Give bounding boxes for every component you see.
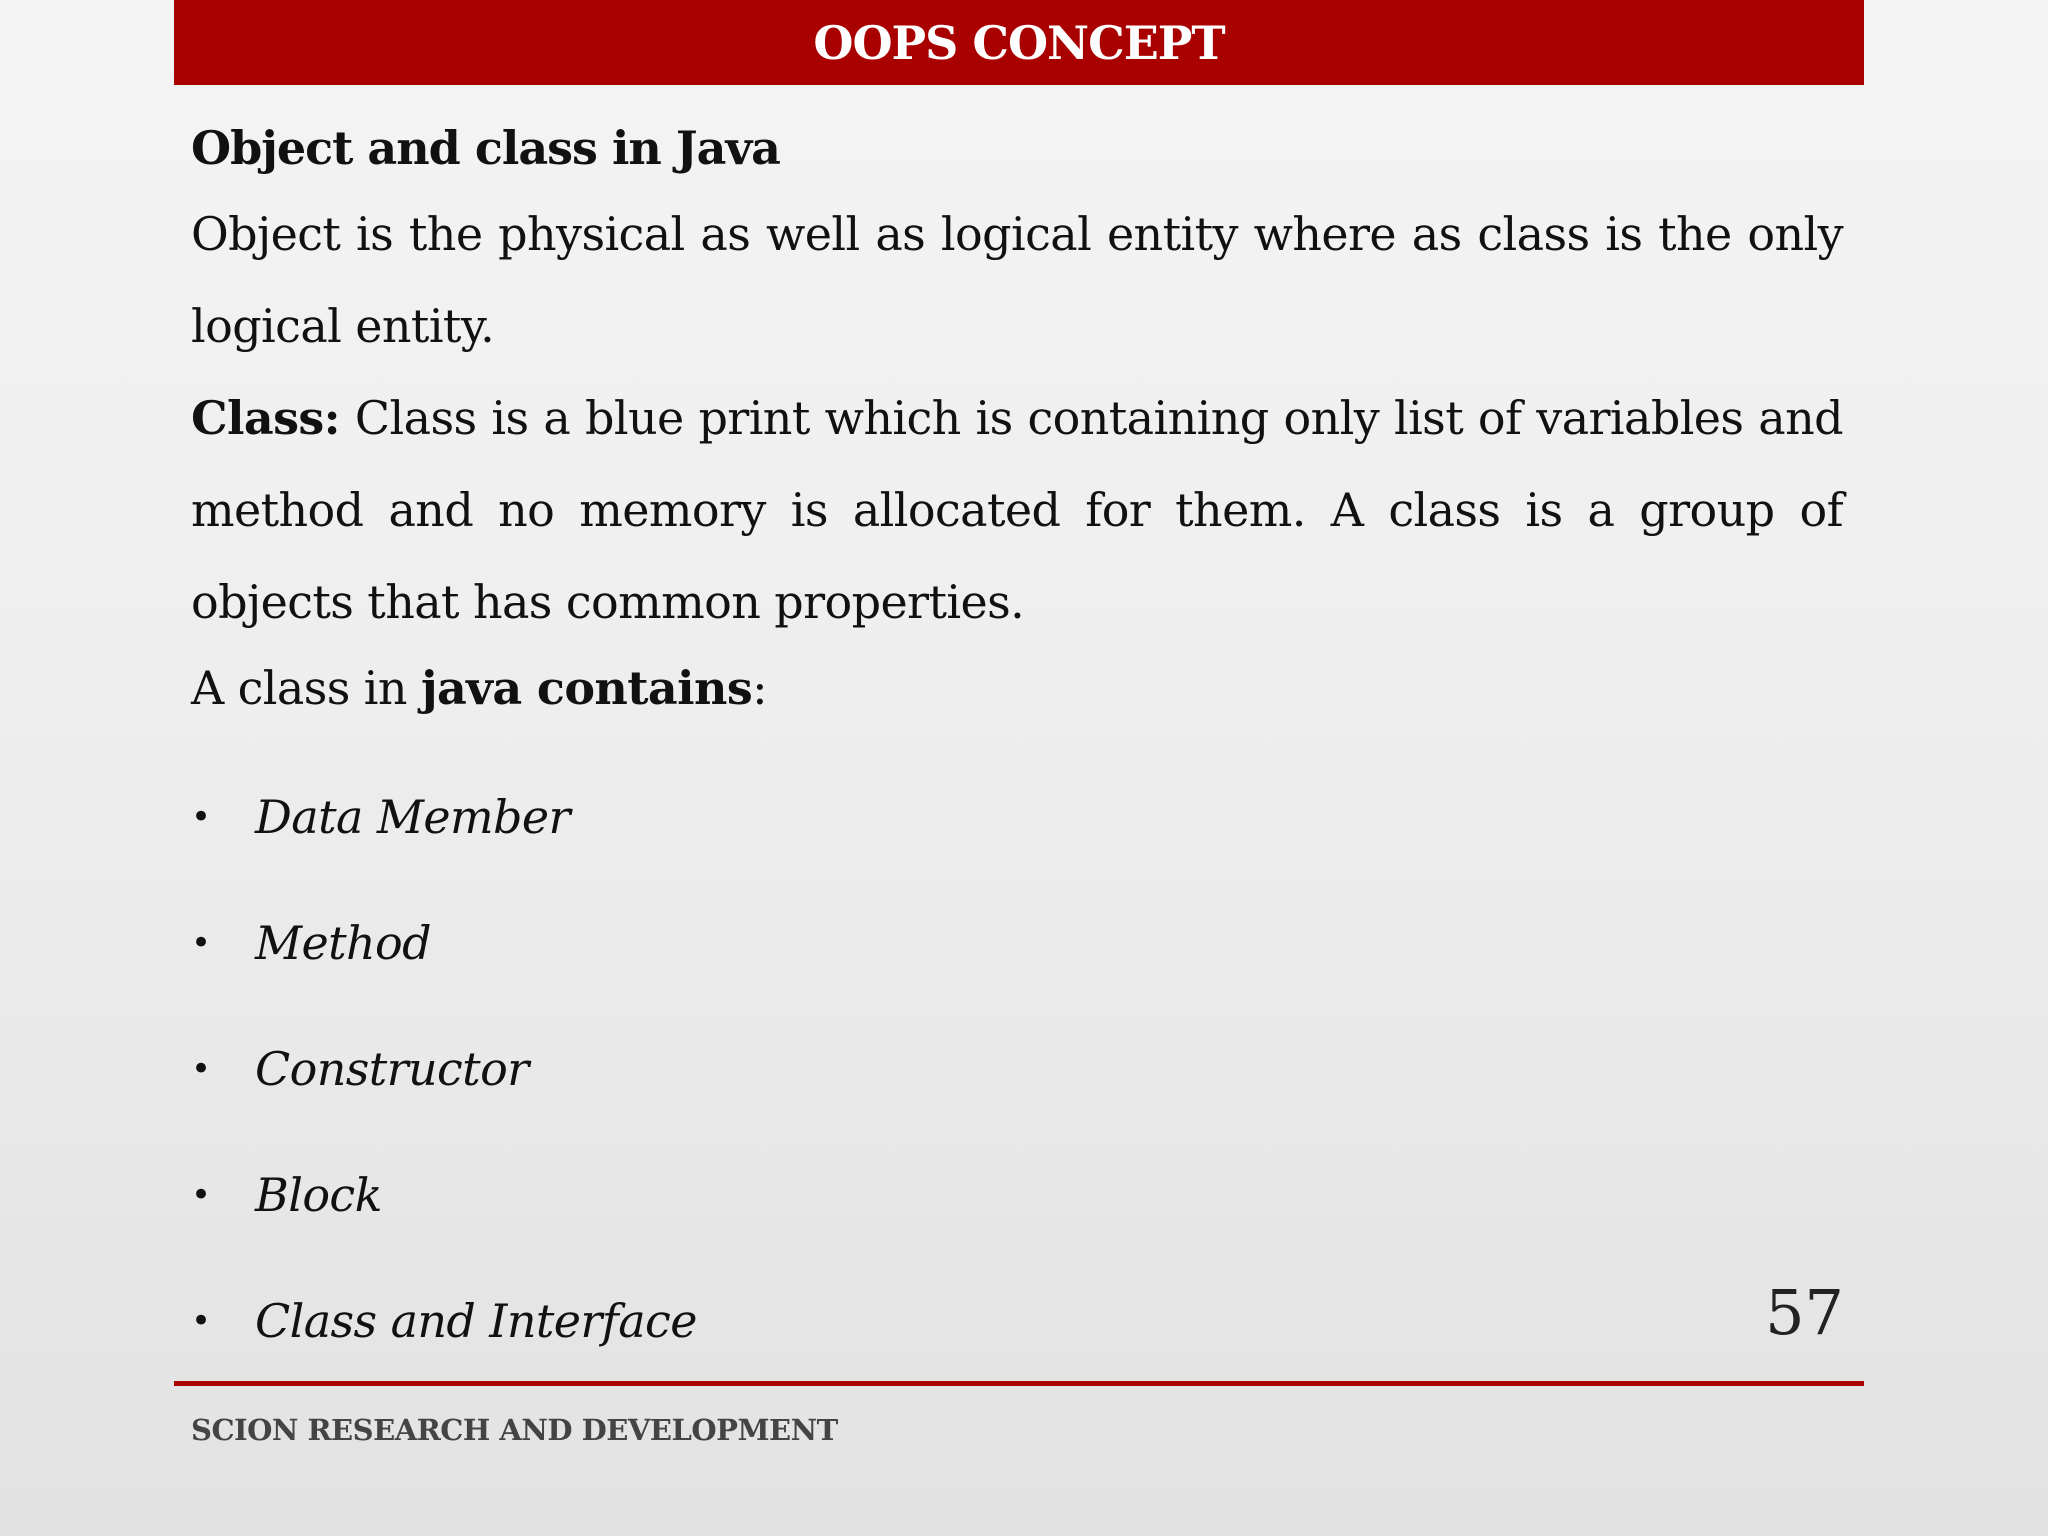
- bullet-icon: •: [191, 1175, 211, 1215]
- class-definition-text: Class is a blue print which is containing only list of variables and method and no memory is allocated for them. A class is a group of objects that has common properties.: [191, 391, 1843, 629]
- list-item-label: Class and Interface: [255, 1294, 697, 1348]
- section-heading: Object and class in Java: [191, 121, 780, 175]
- title-bar: [174, 0, 1864, 85]
- contains-suffix: :: [752, 661, 768, 715]
- list-item-label: Method: [255, 916, 431, 970]
- bullet-icon: •: [191, 797, 211, 837]
- footer-divider: [174, 1381, 1864, 1386]
- contains-bold: java contains: [420, 661, 753, 715]
- list-item-label: Block: [255, 1168, 382, 1222]
- list-item: [191, 894, 1091, 1020]
- slide-title: OOPS CONCEPT: [813, 15, 1225, 70]
- bullet-icon: •: [191, 1301, 211, 1341]
- slide-content: [191, 108, 1843, 728]
- list-item: [191, 1020, 1091, 1146]
- list-item: [191, 768, 1091, 894]
- bullet-icon: •: [191, 923, 211, 963]
- contains-line: [191, 648, 1843, 728]
- object-definition: Object is the physical as well as logical entity where as class is the only logical entity.: [191, 207, 1843, 353]
- page-number: 57: [1765, 1276, 1844, 1349]
- class-label: Class:: [191, 391, 341, 445]
- list-item: [191, 1272, 1091, 1352]
- list-item-label: Data Member: [255, 790, 570, 844]
- bullet-icon: •: [191, 1049, 211, 1089]
- contains-prefix: A class in: [191, 661, 421, 715]
- list-item: [191, 1146, 1091, 1272]
- class-contents-list: [191, 768, 1091, 1352]
- list-item-label: Constructor: [255, 1042, 529, 1096]
- footer-organization: SCION RESEARCH AND DEVELOPMENT: [191, 1413, 838, 1447]
- class-definition: [191, 372, 1843, 648]
